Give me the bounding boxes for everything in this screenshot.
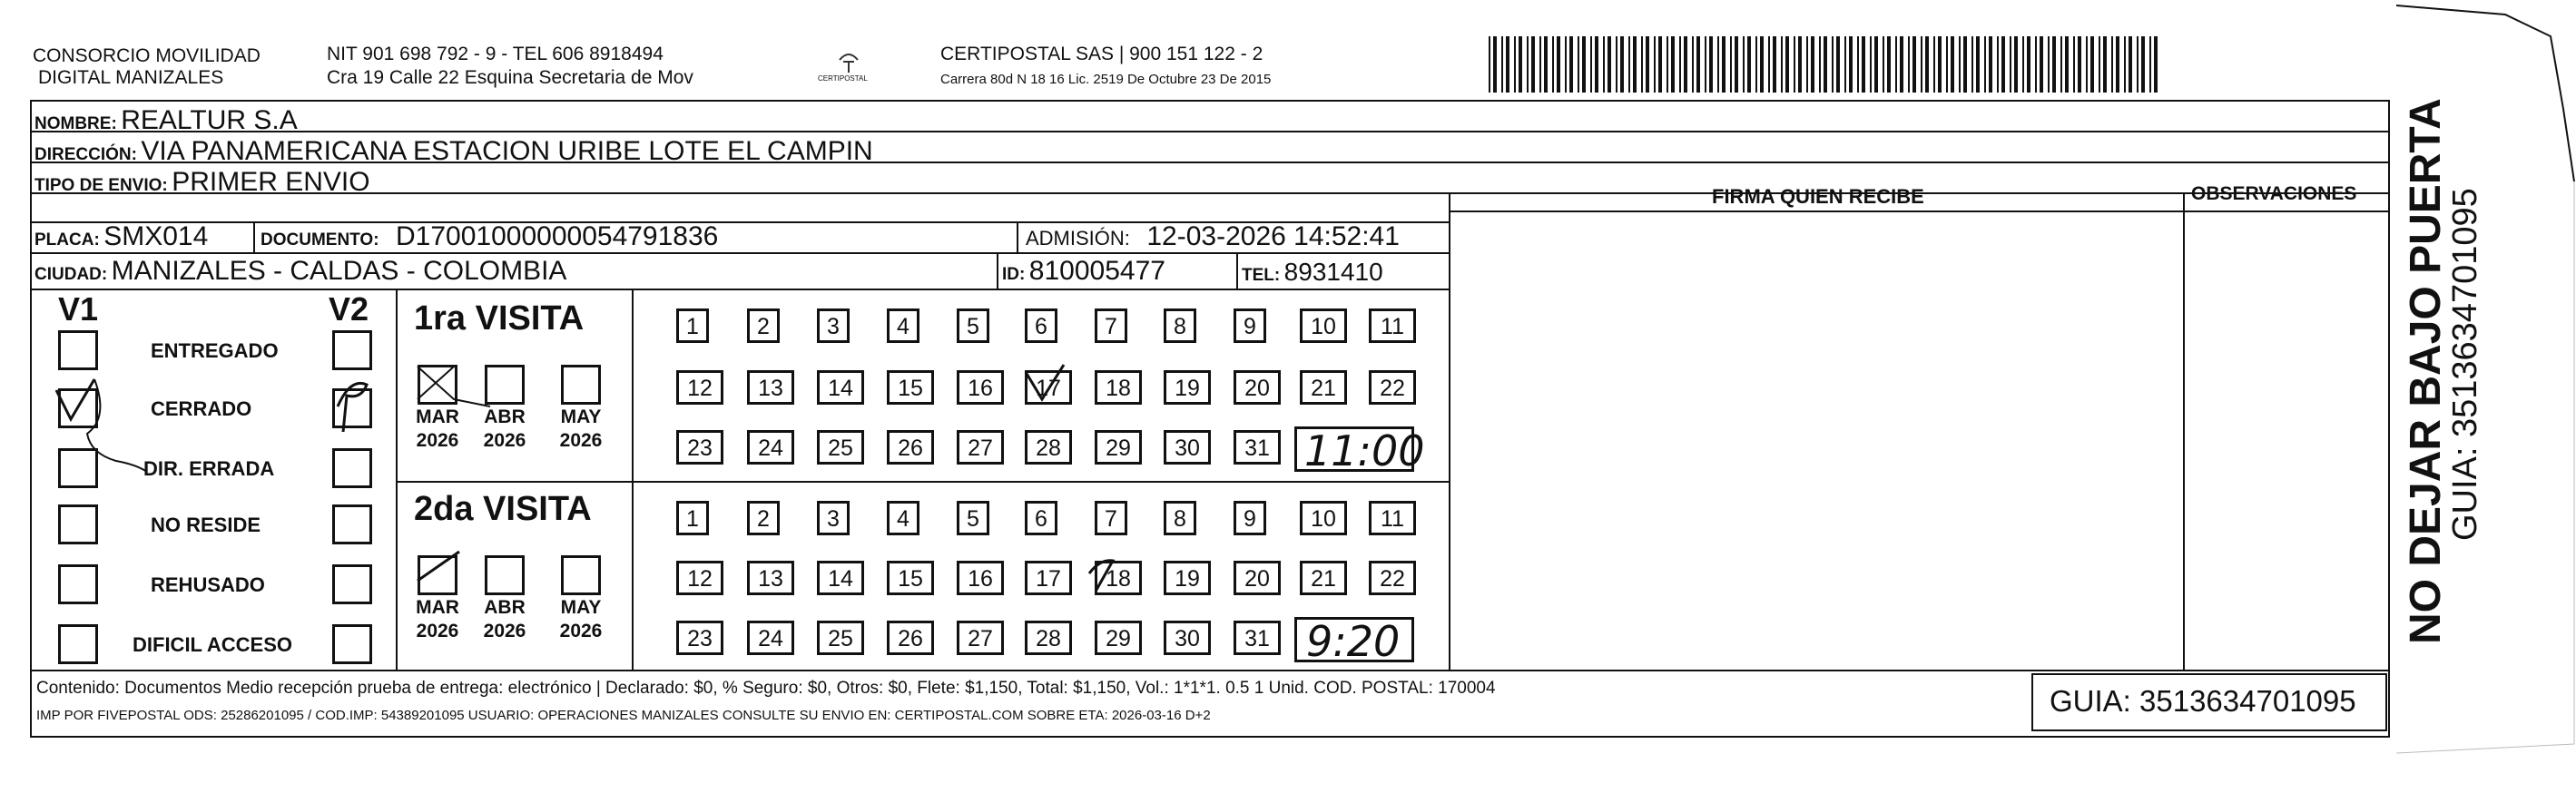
day-checkbox[interactable]: 8	[1164, 501, 1196, 535]
day-checkbox[interactable]: 20	[1234, 561, 1281, 595]
side-warning: NO DEJAR BAJO PUERTA	[2402, 98, 2450, 644]
placa-label: PLACA:	[34, 230, 100, 250]
day-checkbox[interactable]: 19	[1164, 561, 1211, 595]
nit-line: NIT 901 698 792 - 9 - TEL 606 8918494	[327, 44, 664, 64]
day-checkbox[interactable]: 27	[957, 430, 1004, 465]
day-checkbox[interactable]: 26	[887, 430, 934, 465]
ciudad-label: CIUDAD:	[34, 265, 108, 284]
side-guia: GUIA: 3513634701095	[2446, 188, 2484, 541]
day-checkbox[interactable]: 18	[1095, 561, 1142, 595]
tipo-envio-label: TIPO DE ENVIO:	[34, 176, 168, 195]
day-checkbox[interactable]: 9	[1234, 308, 1266, 343]
day-checkbox[interactable]: 10	[1300, 308, 1347, 343]
second-visit-time-box	[1294, 617, 1414, 666]
day-checkbox[interactable]: 15	[887, 561, 934, 595]
tipo-envio-value: PRIMER ENVIO	[172, 167, 370, 197]
torn-edge	[2396, 0, 2576, 793]
day-checkbox[interactable]: 12	[676, 561, 723, 595]
status-option-label: DIR. ERRADA	[143, 457, 275, 480]
first-visit-title: 1ra VISITA	[414, 299, 585, 338]
day-checkbox[interactable]: 9	[1234, 501, 1266, 535]
address-line: Cra 19 Calle 22 Esquina Secretaria de Mov	[327, 67, 693, 88]
day-checkbox[interactable]: 29	[1095, 621, 1142, 655]
day-checkbox[interactable]: 24	[747, 621, 794, 655]
day-checkbox[interactable]: 5	[957, 501, 989, 535]
firma-label: FIRMA QUIEN RECIBE	[1712, 185, 1924, 208]
day-checkbox[interactable]: 6	[1025, 501, 1057, 535]
first-visit-time: 11:00	[1304, 426, 1425, 475]
day-checkbox[interactable]: 18	[1095, 370, 1142, 405]
tel-label: TEL:	[1242, 266, 1281, 285]
company-name-line1: CONSORCIO MOVILIDAD	[33, 45, 261, 66]
day-checkbox[interactable]: 30	[1164, 430, 1211, 465]
imp-line: IMP POR FIVEPOSTAL ODS: 25286201095 / COD.IMP: 54389201095 USUARIO: OPERACIONES MANIZALES CONSULTE SU ENVIO EN: CERTIPOSTAL.COM SOBRE ETA: 2026-03-16 D+2	[36, 708, 1211, 723]
day-checkbox[interactable]: 14	[817, 370, 864, 405]
logo-text: CERTIPOSTAL	[818, 74, 868, 83]
company-name-line2: DIGITAL MANIZALES	[38, 67, 224, 88]
courier-line1: CERTIPOSTAL SAS | 900 151 122 - 2	[940, 44, 1263, 64]
status-option-label: DIFICIL ACCESO	[133, 633, 293, 656]
day-checkbox[interactable]: 28	[1025, 430, 1072, 465]
year-label: 2026	[483, 621, 526, 641]
day-checkbox[interactable]: 27	[957, 621, 1004, 655]
year-label: 2026	[416, 430, 459, 451]
day-checkbox[interactable]: 13	[747, 370, 794, 405]
day-checkbox[interactable]: 17	[1025, 370, 1072, 405]
day-checkbox[interactable]: 20	[1234, 370, 1281, 405]
day-checkbox[interactable]: 30	[1164, 621, 1211, 655]
day-checkbox[interactable]: 4	[887, 308, 919, 343]
month-label: MAR	[416, 406, 459, 427]
day-checkbox[interactable]: 5	[957, 308, 989, 343]
day-checkbox[interactable]: 7	[1095, 308, 1127, 343]
day-checkbox[interactable]: 10	[1300, 501, 1347, 535]
admision-value: 12-03-2026 14:52:41	[1146, 221, 1400, 251]
v1-label: V1	[58, 290, 99, 328]
year-label: 2026	[416, 621, 459, 641]
tel-value: 8931410	[1283, 258, 1383, 286]
status-option-label: NO RESIDE	[151, 514, 261, 536]
observaciones-label: OBSERVACIONES	[2191, 183, 2357, 204]
month-label: MAY	[560, 597, 602, 618]
year-label: 2026	[559, 430, 603, 451]
status-option-label: CERRADO	[151, 397, 252, 420]
direccion-value: VIA PANAMERICANA ESTACION URIBE LOTE EL CAMPIN	[141, 136, 873, 166]
id-label: ID:	[1002, 265, 1026, 284]
day-checkbox[interactable]: 13	[747, 561, 794, 595]
day-checkbox[interactable]: 2	[747, 308, 780, 343]
day-checkbox[interactable]: 7	[1095, 501, 1127, 535]
day-checkbox[interactable]: 12	[676, 370, 723, 405]
year-label: 2026	[483, 430, 526, 451]
nombre-label: NOMBRE:	[34, 114, 117, 133]
second-visit-title: 2da VISITA	[414, 490, 592, 528]
day-checkbox[interactable]: 25	[817, 430, 864, 465]
day-checkbox[interactable]: 15	[887, 370, 934, 405]
id-value: 810005477	[1028, 256, 1165, 286]
first-visit-time-box	[1294, 426, 1425, 475]
year-label: 2026	[559, 621, 603, 641]
documento-value: D17001000000054791836	[396, 221, 719, 251]
guia-number: GUIA: 3513634701095	[2050, 684, 2356, 718]
second-visit-time: 9:20	[1306, 617, 1401, 666]
day-checkbox[interactable]: 21	[1300, 561, 1347, 595]
day-checkbox[interactable]: 28	[1025, 621, 1072, 655]
day-checkbox[interactable]: 16	[957, 561, 1004, 595]
documento-label: DOCUMENTO:	[261, 230, 379, 250]
month-label: ABR	[484, 406, 526, 427]
day-checkbox[interactable]: 11	[1369, 308, 1416, 343]
placa-value: SMX014	[103, 221, 209, 251]
day-checkbox[interactable]: 31	[1234, 621, 1281, 655]
month-label: MAR	[416, 597, 459, 618]
day-checkbox[interactable]: 1	[676, 501, 709, 535]
day-checkbox[interactable]: 11	[1369, 501, 1416, 535]
day-checkbox[interactable]: 23	[676, 430, 723, 465]
day-checkbox[interactable]: 16	[957, 370, 1004, 405]
day-checkbox[interactable]: 1	[676, 308, 709, 343]
day-checkbox[interactable]: 22	[1369, 370, 1416, 405]
status-option-label: REHUSADO	[151, 573, 265, 596]
status-option-label: ENTREGADO	[151, 339, 279, 362]
day-checkbox[interactable]: 31	[1234, 430, 1281, 465]
month-label: MAY	[560, 406, 602, 427]
day-checkbox[interactable]: 17	[1025, 561, 1072, 595]
day-checkbox[interactable]: 23	[676, 621, 723, 655]
ciudad-value: MANIZALES - CALDAS - COLOMBIA	[111, 256, 567, 286]
day-checkbox[interactable]: 4	[887, 501, 919, 535]
day-checkbox[interactable]: 8	[1164, 308, 1196, 343]
day-checkbox[interactable]: 24	[747, 430, 794, 465]
day-checkbox[interactable]: 6	[1025, 308, 1057, 343]
courier-line2: Carrera 80d N 18 16 Lic. 2519 De Octubre 23 De 2015	[940, 72, 1272, 87]
day-checkbox[interactable]: 3	[817, 308, 850, 343]
contenido-line: Contenido: Documentos Medio recepción prueba de entrega: electrónico | Declarado: $0, % Seguro: $0, Otros: $0, Flete: $1,150, Total: $1,150, Vol.: 1*1*1. 0.5 1 Unid. COD. POSTAL: 170004	[36, 679, 1496, 698]
guia-box	[2031, 673, 2387, 731]
day-checkbox[interactable]: 2	[747, 501, 780, 535]
day-checkbox[interactable]: 25	[817, 621, 864, 655]
day-checkbox[interactable]: 29	[1095, 430, 1142, 465]
day-checkbox[interactable]: 22	[1369, 561, 1416, 595]
day-checkbox[interactable]: 21	[1300, 370, 1347, 405]
nombre-value: REALTUR S.A	[121, 105, 298, 135]
admision-label: ADMISIÓN:	[1026, 227, 1130, 250]
direccion-label: DIRECCIÓN:	[34, 145, 137, 164]
month-label: ABR	[484, 597, 526, 618]
day-checkbox[interactable]: 3	[817, 501, 850, 535]
day-checkbox[interactable]: 14	[817, 561, 864, 595]
day-checkbox[interactable]: 26	[887, 621, 934, 655]
v2-label: V2	[329, 290, 369, 328]
day-checkbox[interactable]: 19	[1164, 370, 1211, 405]
